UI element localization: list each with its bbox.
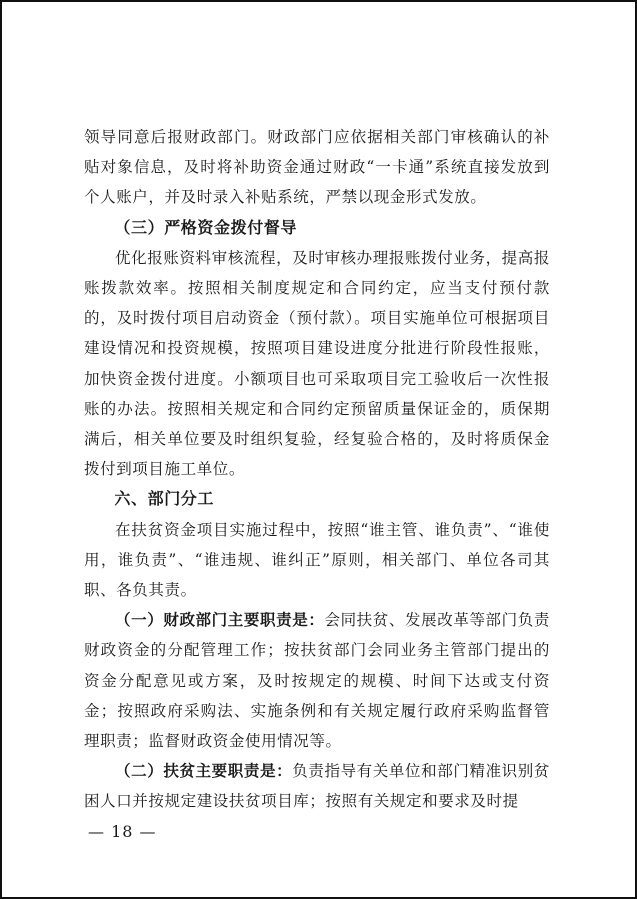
paragraph-lead: （一）财政部门主要职责是： bbox=[115, 611, 325, 630]
heading-text: 六、部门分工 bbox=[114, 489, 214, 509]
paragraph-text: 会同扶贫、发展改革等部门负责财政资金的分配管理工作；按扶贫部门会同业务主管部门提出的资金分配意见或方案，及时按规定的规模、时间下达或支付资金；按照政府采购法、实施条例和有关规定履行政府采购监督管理职责；监督财政资金使用情况等。 bbox=[84, 611, 550, 751]
document-body bbox=[84, 122, 550, 817]
section-heading-division-of-labor bbox=[84, 484, 550, 514]
paragraph-text: 在扶贫资金项目实施过程中，按照“谁主管、谁负责”、“谁使用，谁负责”、“谁违规、谁纠正”原则，相关部门、单位各司其职、各负其责。 bbox=[84, 520, 550, 600]
paragraph-text: 优化报账资料审核流程，及时审核办理报账拨付业务，提高报账拨款效率。按照相关制度规定和合同约定，应当支付预付款的，及时拨付项目启动资金（预付款）。项目实施单位可根据项目建设情况和投资规模，按照项目建设进度分批进行阶段性报账，加快资金拨付进度。小额项目也可采取项目完工验收后一次性报账的办法。按照相关规定和合同约定预留质量保证金的，质保期满后，相关单位要及时组织复验，经复验合格的，及时将质保金拨付到项目施工单位。 bbox=[84, 248, 550, 479]
paragraph-responsibility-principle bbox=[84, 515, 550, 606]
paragraph-finance-duties bbox=[84, 605, 550, 756]
paragraph-subsidy-payment bbox=[84, 122, 550, 213]
section-heading-fund-disbursement bbox=[84, 213, 550, 243]
page-number: — 18 — bbox=[88, 822, 157, 841]
paragraph-lead: （二）扶贫主要职责是： bbox=[115, 762, 293, 781]
paragraph-text: 负责指导有关单位和部门精准识别贫困人口并按规定建设扶贫项目库；按照有关规定和要求及时提 bbox=[84, 762, 550, 811]
heading-text: （三）严格资金拨付督导 bbox=[114, 217, 297, 237]
paragraph-poverty-duties bbox=[84, 756, 550, 816]
paragraph-disbursement-process bbox=[84, 243, 550, 485]
paragraph-text: 领导同意后报财政部门。财政部门应依据相关部门审核确认的补贴对象信息，及时将补助资金通过财政“一卡通”系统直接发放到个人账户，并及时录入补贴系统，严禁以现金形式发放。 bbox=[84, 128, 550, 207]
